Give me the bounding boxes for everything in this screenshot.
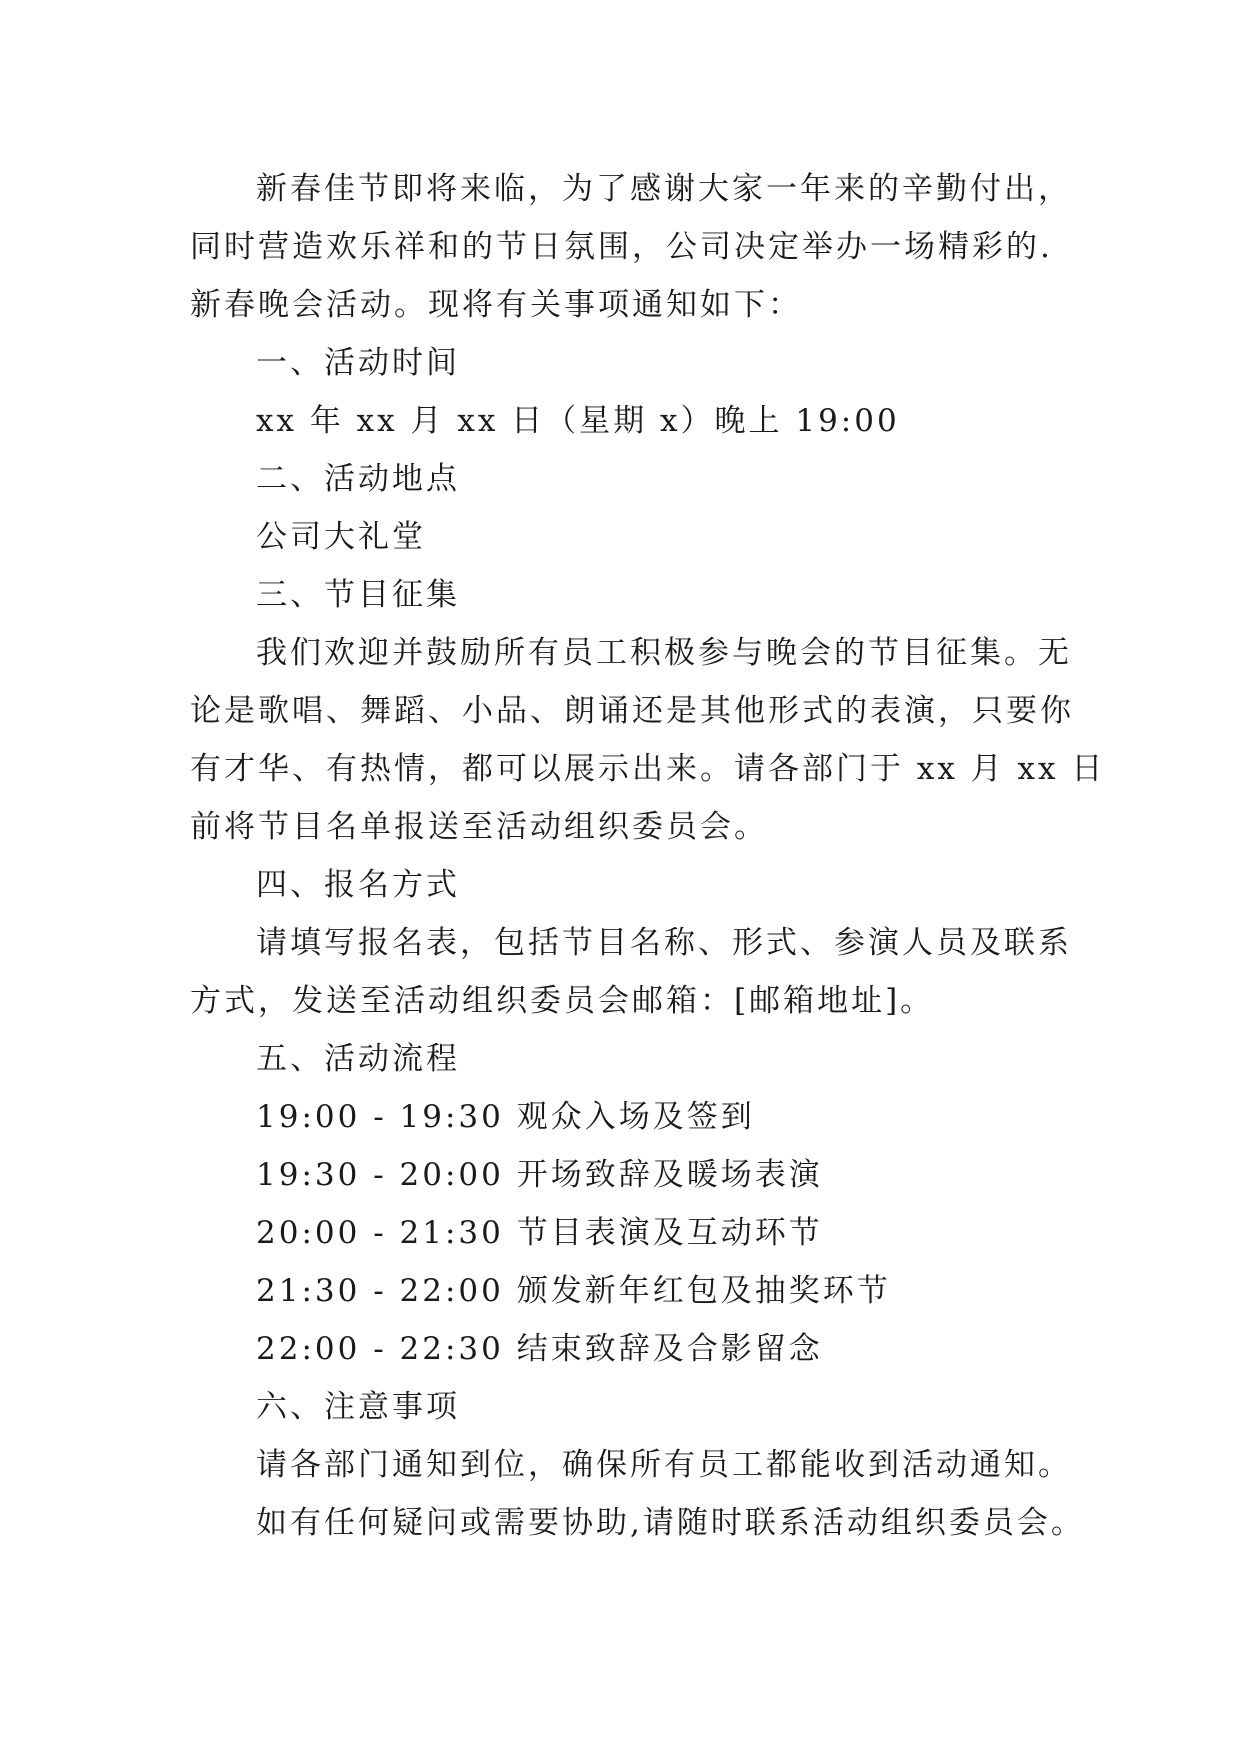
schedule-item: 19:00 - 19:30 观众入场及签到 <box>256 1099 755 1135</box>
schedule-item: 19:30 - 20:00 开场致辞及暖场表演 <box>256 1157 823 1193</box>
paragraph-intro-line: 新春佳节即将来临，为了感谢大家一年来的辛勤付出， <box>256 171 1072 207</box>
document-body <box>190 160 1106 1552</box>
event-location-text: 公司大礼堂 <box>256 519 426 555</box>
section-heading-schedule: 五、活动流程 <box>256 1041 460 1077</box>
paragraph-intro-line: 同时营造欢乐祥和的节日氛围，公司决定举办一场精彩的. <box>190 229 1053 265</box>
paragraph-intro-line: 新春晚会活动。现将有关事项通知如下： <box>190 287 802 323</box>
section-heading-location: 二、活动地点 <box>256 461 460 497</box>
registration-paragraph-line: 请填写报名表，包括节目名称、形式、参演人员及联系 <box>256 925 1072 961</box>
section-heading-time: 一、活动时间 <box>256 345 460 381</box>
notes-paragraph-line: 请各部门通知到位，确保所有员工都能收到活动通知。 <box>256 1447 1072 1483</box>
section-heading-program: 三、节目征集 <box>256 577 460 613</box>
schedule-item: 21:30 - 22:00 颁发新年红包及抽奖环节 <box>256 1273 891 1309</box>
program-paragraph-line: 前将节目名单报送至活动组织委员会。 <box>190 809 768 845</box>
program-paragraph-line: 我们欢迎并鼓励所有员工积极参与晚会的节目征集。无 <box>256 635 1072 671</box>
section-heading-notes: 六、注意事项 <box>256 1389 460 1425</box>
program-paragraph-line: 论是歌唱、舞蹈、小品、朗诵还是其他形式的表演，只要你 <box>190 693 1074 729</box>
program-paragraph-line: 有才华、有热情，都可以展示出来。请各部门于 xx 月 xx 日 <box>190 751 1106 787</box>
registration-paragraph-line: 方式，发送至活动组织委员会邮箱：[邮箱地址]。 <box>190 983 935 1019</box>
schedule-item: 20:00 - 21:30 节目表演及互动环节 <box>256 1215 823 1251</box>
event-time-text: xx 年 xx 月 xx 日（星期 x）晚上 19:00 <box>256 403 900 439</box>
notes-paragraph-line: 如有任何疑问或需要协助,请随时联系活动组织委员会。 <box>256 1505 1085 1541</box>
schedule-item: 22:00 - 22:30 结束致辞及合影留念 <box>256 1331 823 1367</box>
section-heading-registration: 四、报名方式 <box>256 867 460 903</box>
